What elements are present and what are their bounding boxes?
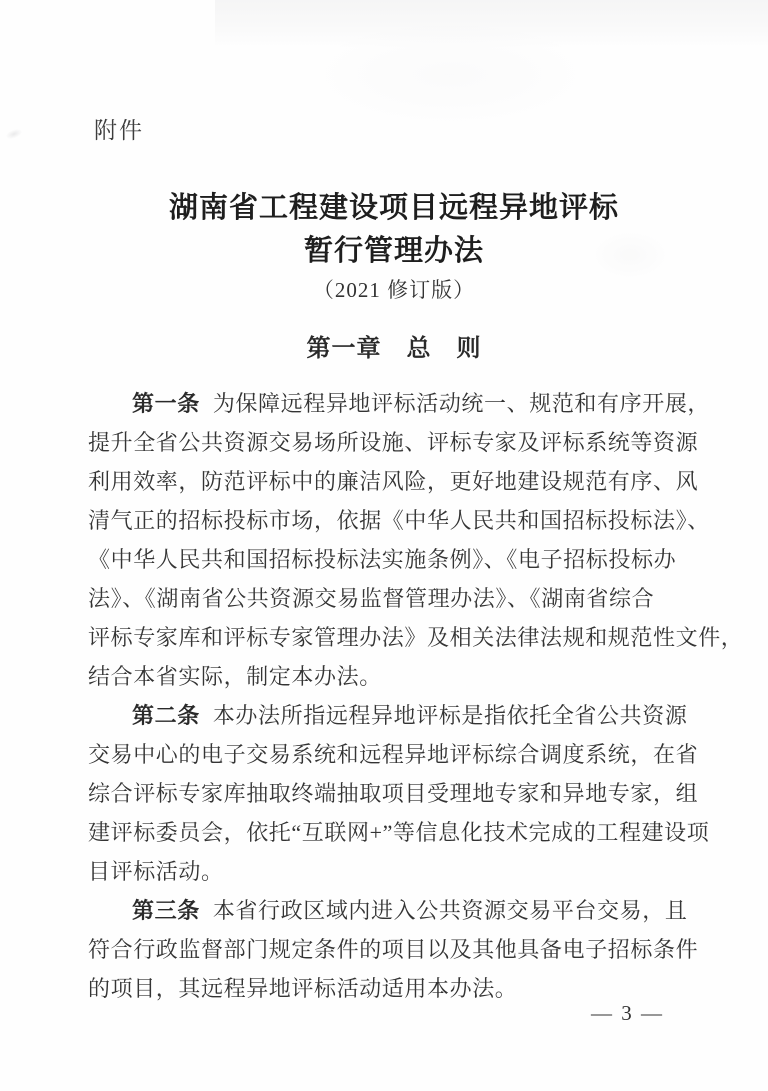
article (88, 891, 700, 1008)
article-line: 交易中心的电子交易系统和远程异地评标综合调度系统，在省 (88, 742, 699, 767)
page-number: — 3 — (591, 1001, 664, 1025)
article-number: 第一条 (132, 391, 200, 416)
article-line: 结合本省实际，制定本办法。 (88, 664, 382, 689)
article-first-line-text: 本办法所指远程异地评标是指依托全省公共资源 (212, 703, 688, 728)
article-line: 综合评标专家库抽取终端抽取项目受理地专家和异地专家，组 (88, 781, 699, 806)
article-line: 的项目，其远程异地评标活动适用本办法。 (88, 976, 518, 1001)
article-line: 目评标活动。 (88, 859, 224, 884)
article-line: 法》、《湖南省公共资源交易监督管理办法》、《湖南省综合 (88, 586, 655, 611)
scan-artifact-blob (300, 20, 600, 130)
document-title (88, 187, 700, 273)
article-line: 提升全省公共资源交易场所设施、评标专家及评标系统等资源 (88, 430, 699, 455)
article-first-line (88, 384, 711, 423)
scan-artifact-mark (5, 128, 23, 141)
article (88, 384, 744, 696)
article-first-line (88, 696, 700, 735)
article-line: 利用效率，防范评标中的廉洁风险，更好地建设规范有序、风 (88, 469, 699, 494)
article-line: 建评标委员会，依托“互联网+”等信息化技术完成的工程建设项 (88, 820, 710, 845)
attachment-label: 附件 (94, 118, 144, 143)
article-number: 第三条 (132, 898, 200, 923)
edition-label: （2021 修订版） (312, 278, 476, 302)
article (88, 696, 710, 891)
article-line: 符合行政监督部门规定条件的项目以及其他具备电子招标条件 (88, 937, 699, 962)
article-number: 第二条 (132, 703, 200, 728)
article-first-line (88, 891, 700, 930)
articles-container (88, 384, 744, 1008)
article-line: 《中华人民共和国招标投标法实施条例》、《电子招标投标办 (88, 547, 677, 572)
article-line: 评标专家库和评标专家管理办法》及相关法律法规和规范性文件， (88, 625, 744, 650)
article-line: 清气正的招标投标市场，依据《中华人民共和国招标投标法》、 (88, 508, 710, 533)
article-first-line-text: 本省行政区域内进入公共资源交易平台交易，且 (212, 898, 688, 923)
document-title-line-1: 湖南省工程建设项目远程异地评标 (168, 192, 619, 224)
article-first-line-text: 为保障远程异地评标活动统一、规范和有序开展， (212, 391, 711, 416)
document-title-line-2: 暂行管理办法 (303, 235, 484, 267)
chapter-heading: 第一章 总 则 (306, 335, 482, 362)
